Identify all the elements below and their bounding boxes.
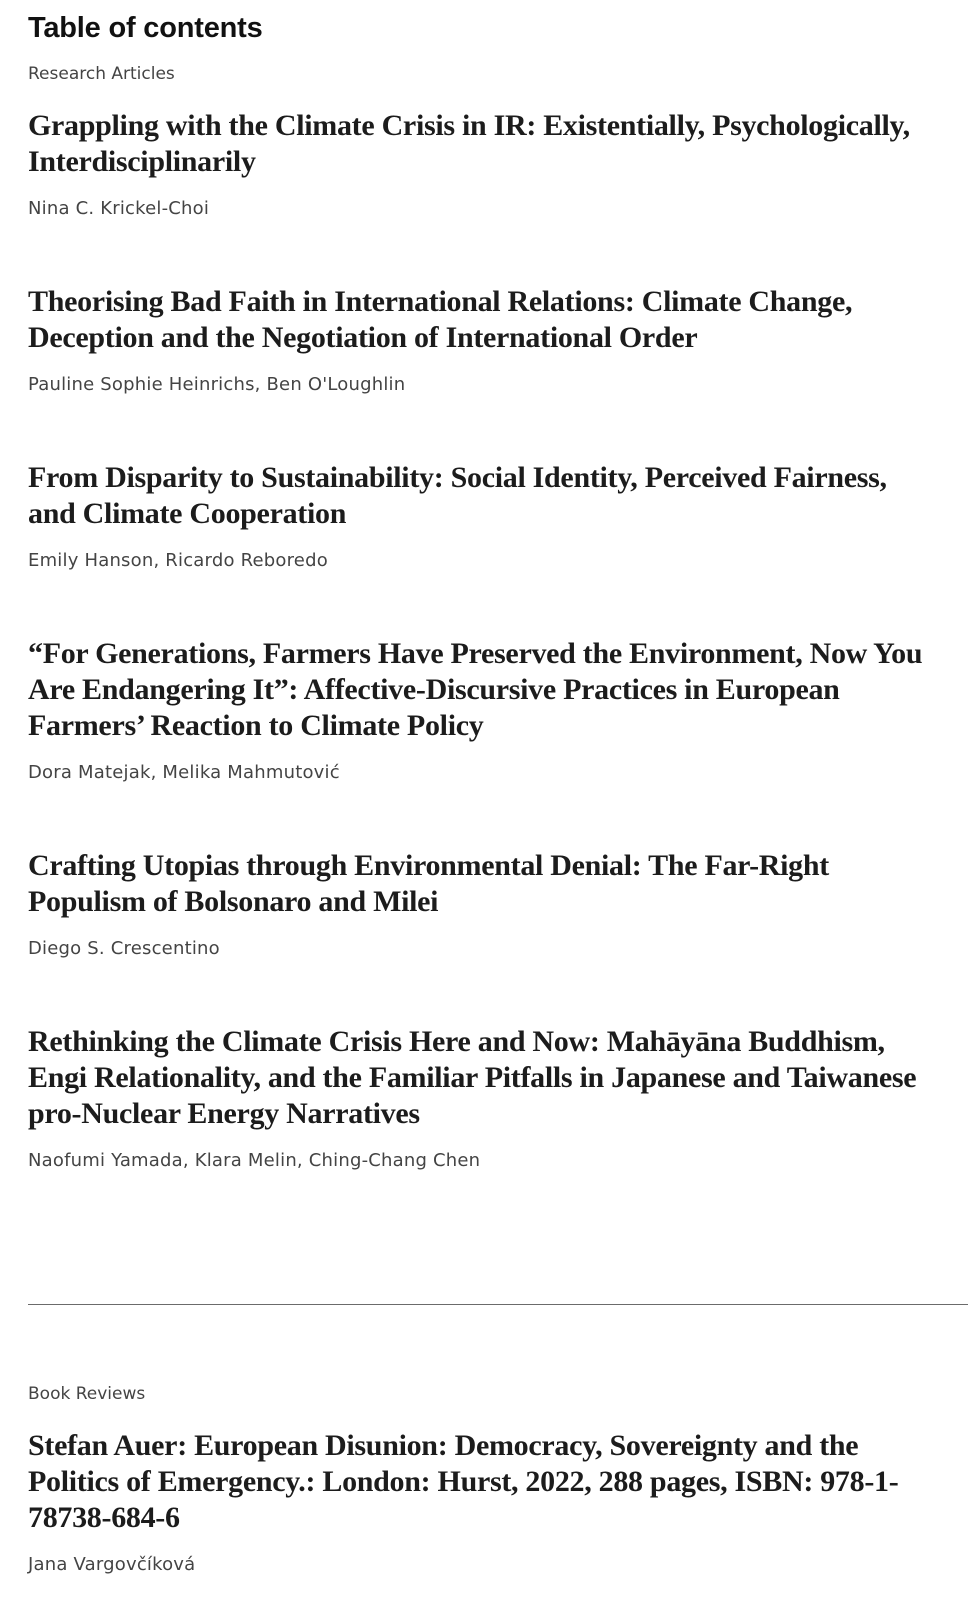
- article-title-link[interactable]: Grappling with the Climate Crisis in IR: Existentially, Psychologically, Interdisciplinarily: [28, 109, 910, 178]
- article-authors: Nina C. Krickel-Choi: [28, 198, 210, 219]
- article-authors: Diego S. Crescentino: [28, 938, 220, 959]
- article-authors: Emily Hanson, Ricardo Reboredo: [28, 550, 328, 571]
- section-divider: [28, 1304, 968, 1305]
- article-item: [28, 1428, 928, 1575]
- article-title-link[interactable]: Crafting Utopias through Environmental Denial: The Far-Right Populism of Bolsonaro and Milei: [28, 849, 829, 918]
- article-item: [28, 636, 928, 783]
- page-title: Table of contents: [28, 12, 263, 44]
- article-item: [28, 284, 928, 395]
- article-title-link[interactable]: “For Generations, Farmers Have Preserved the Environment, Now You Are Endangering It”: Affective-Discursive Practices in European Farmers’ Reaction to Climate Policy: [28, 637, 923, 742]
- article-authors: Naofumi Yamada, Klara Melin, Ching-Chang Chen: [28, 1150, 481, 1171]
- article-title-link[interactable]: From Disparity to Sustainability: Social Identity, Perceived Fairness, and Climate Cooperation: [28, 461, 887, 530]
- article-title-link[interactable]: Theorising Bad Faith in International Relations: Climate Change, Deception and the Negotiation of International Order: [28, 285, 853, 354]
- article-title-link[interactable]: Stefan Auer: European Disunion: Democracy, Sovereignty and the Politics of Emergency.: London: Hurst, 2022, 288 pages, ISBN: 978-1-78738-684-6: [28, 1429, 899, 1534]
- section-label-research-articles: Research Articles: [28, 64, 175, 84]
- article-title-link[interactable]: Rethinking the Climate Crisis Here and Now: Mahāyāna Buddhism, Engi Relationality, and the Familiar Pitfalls in Japanese and Taiwanese pro-Nuclear Energy Narratives: [28, 1025, 917, 1130]
- article-authors: Pauline Sophie Heinrichs, Ben O'Loughlin: [28, 374, 406, 395]
- article-item: [28, 108, 928, 219]
- article-item: [28, 848, 928, 959]
- article-authors: Jana Vargovčíková: [28, 1554, 196, 1575]
- article-authors: Dora Matejak, Melika Mahmutović: [28, 762, 340, 783]
- section-label-book-reviews: Book Reviews: [28, 1384, 146, 1404]
- article-item: [28, 1024, 928, 1171]
- article-item: [28, 460, 928, 571]
